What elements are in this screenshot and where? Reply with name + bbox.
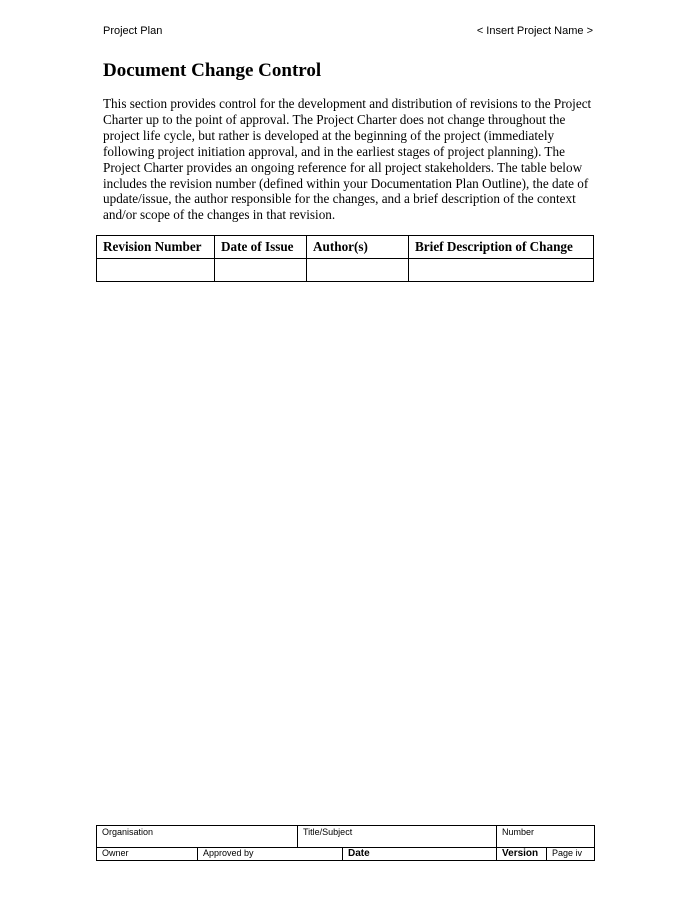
- footer-title-subject: Title/Subject: [298, 826, 497, 848]
- section-title: Document Change Control: [103, 60, 322, 81]
- footer-owner: Owner: [97, 848, 198, 861]
- section-paragraph: This section provides control for the development and distribution of revisions to the Project Charter up to the point of approval. The Project Charter does not change throughout the project life cycle, but rather is developed at the beginning of the project (immediately following project initiation approval, and in the earliest stages of project planning). The Project Charter provides an ongoing reference for all project stakeholders. The table below includes the revision number (defined within your Documentation Plan Outline), the date of update/issue, the author responsible for the changes, and a brief description of the context and/or scope of the changes in that revision.: [103, 96, 592, 223]
- footer-row-2: [97, 848, 595, 861]
- col-authors: Author(s): [307, 236, 409, 259]
- cell-date-of-issue[interactable]: [215, 259, 307, 282]
- col-date-of-issue: Date of Issue: [215, 236, 307, 259]
- footer-row-1: [97, 826, 595, 848]
- header-project-name: < Insert Project Name >: [476, 25, 593, 37]
- col-revision-number: Revision Number: [97, 236, 215, 259]
- cell-brief-description[interactable]: [409, 259, 594, 282]
- footer-table: [96, 825, 595, 861]
- header-document-type: Project Plan: [103, 25, 163, 37]
- revision-table-header-row: [97, 236, 594, 259]
- cell-revision-number[interactable]: [97, 259, 215, 282]
- col-brief-description: Brief Description of Change: [409, 236, 594, 259]
- footer-version: Version: [497, 848, 547, 861]
- table-row: [97, 259, 594, 282]
- footer-approved-by: Approved by: [198, 848, 343, 861]
- cell-authors[interactable]: [307, 259, 409, 282]
- footer-date: Date: [343, 848, 497, 861]
- footer-number: Number: [497, 826, 595, 848]
- footer-organisation: Organisation: [97, 826, 298, 848]
- footer-page-number: Page iv: [547, 848, 595, 861]
- revision-table: [96, 235, 594, 282]
